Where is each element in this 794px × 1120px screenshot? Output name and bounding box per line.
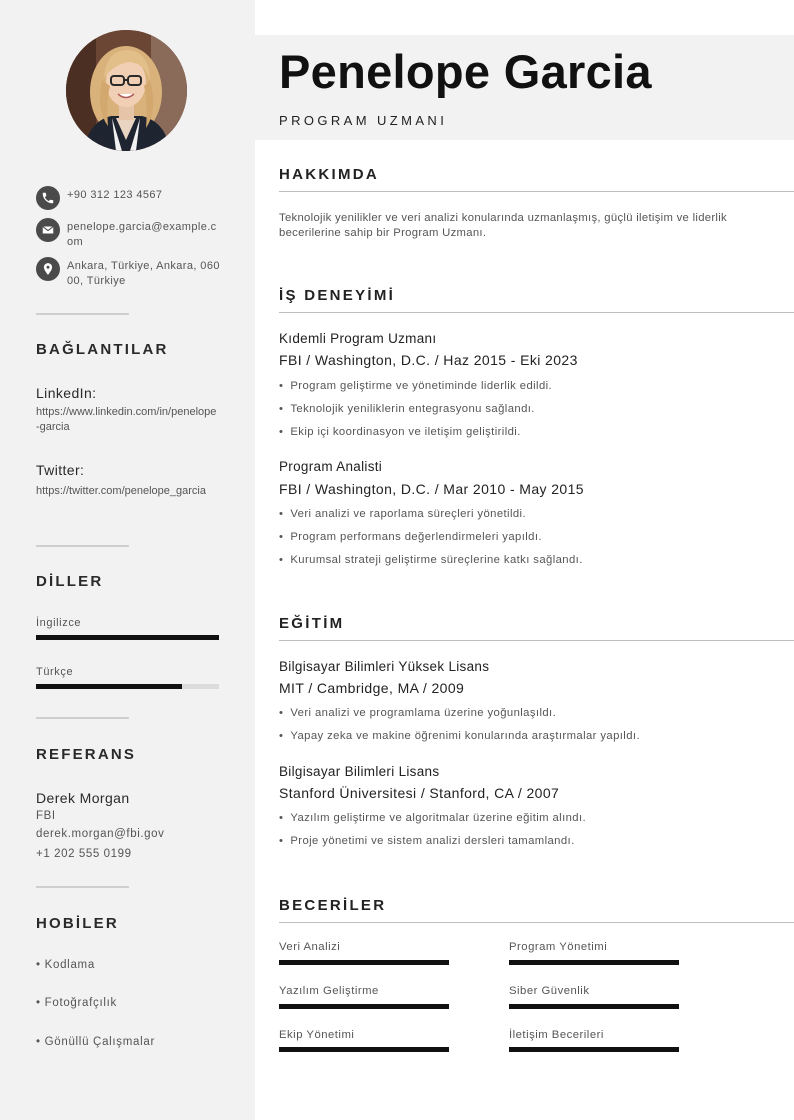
skill-level-bar <box>279 1004 449 1009</box>
sidebar-divider <box>36 313 129 315</box>
job-bullet: • Veri analizi ve raporlama süreçleri yönetildi. <box>279 508 526 520</box>
skill-level-bar <box>279 960 449 965</box>
contact-address <box>36 259 222 289</box>
hobbies-heading: HOBİLER <box>36 915 119 932</box>
job-title-header: PROGRAM UZMANI <box>279 113 448 128</box>
twitter-label: Twitter: <box>36 462 85 478</box>
links-heading: BAĞLANTILAR <box>36 341 169 358</box>
reference-email[interactable]: derek.morgan@fbi.gov <box>36 828 165 840</box>
section-rule <box>279 312 794 313</box>
references-heading: REFERANS <box>36 746 137 763</box>
degree-meta: MIT / Cambridge, MA / 2009 <box>279 680 465 696</box>
degree-bullet: • Proje yönetimi ve sistem analizi dersleri tamamlandı. <box>279 835 575 847</box>
reference-company: FBI <box>36 810 56 822</box>
language-level-bar <box>36 684 219 689</box>
languages-heading: DİLLER <box>36 573 104 590</box>
hobby-label: Fotoğrafçılık <box>44 997 117 1009</box>
linkedin-label: LinkedIn: <box>36 385 97 401</box>
skill-level-fill <box>509 1004 679 1009</box>
language-level-fill <box>36 684 182 689</box>
phone-text: +90 312 123 4567 <box>67 189 163 201</box>
skill-level-fill <box>509 1047 679 1052</box>
about-text: Teknolojik yenilikler ve veri analizi konularında uzmanlaşmış, güçlü iletişim ve liderlik becerilerine sahip bir Program Uzmanı. <box>279 212 727 239</box>
location-pin-icon <box>36 257 60 281</box>
reference-phone: +1 202 555 0199 <box>36 848 132 860</box>
degree-title: Bilgisayar Bilimleri Lisans <box>279 764 440 779</box>
skill-name: Ekip Yönetimi <box>279 1029 355 1041</box>
about-heading: HAKKIMDA <box>279 166 380 183</box>
sidebar-divider <box>36 886 129 888</box>
sidebar-divider <box>36 545 129 547</box>
job-bullet: • Ekip içi koordinasyon ve iletişim geliştirildi. <box>279 426 521 438</box>
job-bullet: • Kurumsal strateji geliştirme süreçlerine katkı sağlandı. <box>279 554 583 566</box>
sidebar <box>0 0 255 1120</box>
language-name: İngilizce <box>36 617 82 629</box>
section-rule <box>279 640 794 641</box>
contact-phone <box>36 188 222 210</box>
contact-email <box>36 220 222 250</box>
job-bullet: • Program geliştirme ve yönetiminde liderlik edildi. <box>279 380 552 392</box>
hobby-item: • Kodlama <box>36 959 95 971</box>
skill-name: Yazılım Geliştirme <box>279 985 379 997</box>
hobby-item: • Fotoğrafçılık <box>36 997 117 1009</box>
skill-level-fill <box>279 960 449 965</box>
skill-name: Program Yönetimi <box>509 941 608 953</box>
address-text: Ankara, Türkiye, Ankara, 06000, Türkiye <box>67 260 220 287</box>
skill-level-bar <box>509 1047 679 1052</box>
hobby-label: Kodlama <box>44 959 95 971</box>
person-name: Penelope Garcia <box>279 45 652 98</box>
job-meta: FBI / Washington, D.C. / Haz 2015 - Eki 2023 <box>279 352 578 368</box>
education-heading: EĞİTİM <box>279 615 345 632</box>
hobby-item: • Gönüllü Çalışmalar <box>36 1036 156 1048</box>
degree-meta: Stanford Üniversitesi / Stanford, CA / 2007 <box>279 785 560 801</box>
degree-title: Bilgisayar Bilimleri Yüksek Lisans <box>279 659 490 674</box>
job-meta: FBI / Washington, D.C. / Mar 2010 - May 2015 <box>279 481 584 497</box>
skill-level-fill <box>509 960 679 965</box>
profile-photo <box>66 30 187 151</box>
skill-level-bar <box>279 1047 449 1052</box>
section-rule <box>279 922 794 923</box>
language-name: Türkçe <box>36 666 74 678</box>
skill-name: Siber Güvenlik <box>509 985 590 997</box>
degree-bullet: • Yapay zeka ve makine öğrenimi konularında araştırmalar yapıldı. <box>279 730 640 742</box>
phone-icon <box>36 186 60 210</box>
language-level-bar <box>36 635 219 640</box>
email-text[interactable]: penelope.garcia@example.com <box>67 221 217 248</box>
skill-level-fill <box>279 1004 449 1009</box>
reference-name: Derek Morgan <box>36 790 130 806</box>
skill-level-bar <box>509 960 679 965</box>
hobby-label: Gönüllü Çalışmalar <box>44 1036 156 1048</box>
skill-name: İletişim Becerileri <box>509 1029 604 1041</box>
job-title: Kıdemli Program Uzmanı <box>279 331 437 346</box>
experience-heading: İŞ DENEYİMİ <box>279 287 396 304</box>
skill-name: Veri Analizi <box>279 941 341 953</box>
language-level-fill <box>36 635 219 640</box>
linkedin-link[interactable]: https://www.linkedin.com/in/penelope-garcia <box>36 406 217 433</box>
sidebar-divider <box>36 717 129 719</box>
skill-level-bar <box>509 1004 679 1009</box>
job-bullet: • Program performans değerlendirmeleri yapıldı. <box>279 531 542 543</box>
skill-level-fill <box>279 1047 449 1052</box>
profile-photo-image <box>66 30 187 151</box>
degree-bullet: • Yazılım geliştirme ve algoritmalar üzerine eğitim alındı. <box>279 812 586 824</box>
main-content <box>255 0 794 1120</box>
degree-bullet: • Veri analizi ve programlama üzerine yoğunlaşıldı. <box>279 707 556 719</box>
job-bullet: • Teknolojik yeniliklerin entegrasyonu sağlandı. <box>279 403 535 415</box>
section-rule <box>279 191 794 192</box>
skills-heading: BECERİLER <box>279 897 387 914</box>
job-title: Program Analisti <box>279 459 383 474</box>
envelope-icon <box>36 218 60 242</box>
twitter-link[interactable]: https://twitter.com/penelope_garcia <box>36 485 206 497</box>
